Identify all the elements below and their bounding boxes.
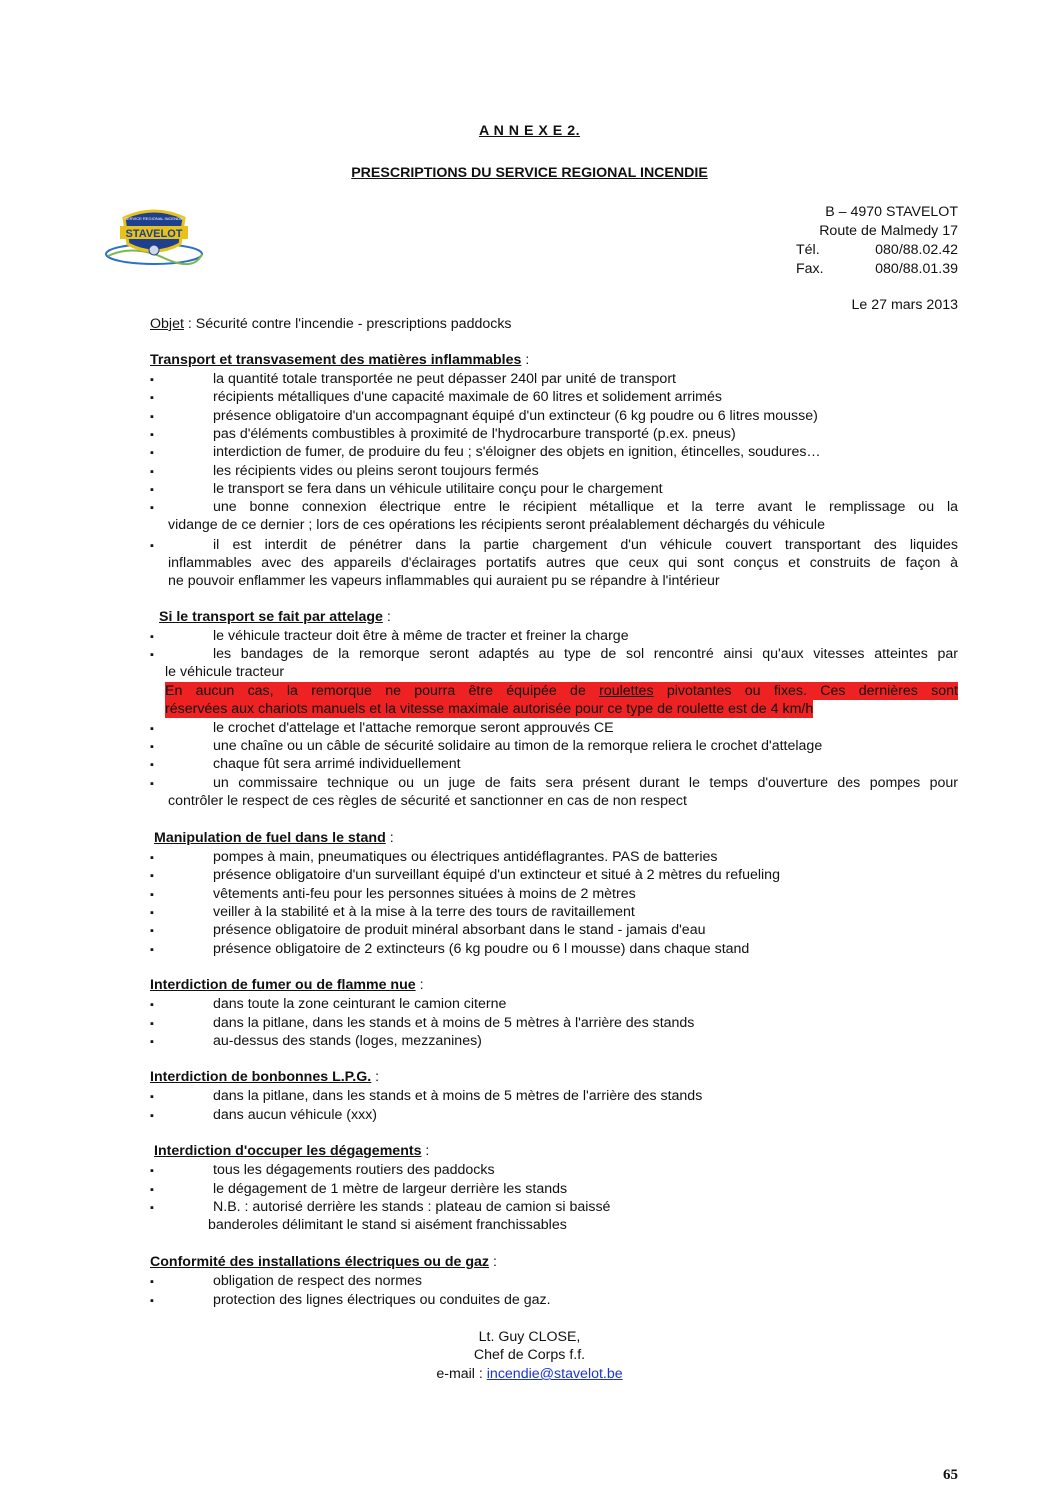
section-attelage-title: Si le transport se fait par attelage xyxy=(159,609,383,625)
bullet: ▪ xyxy=(150,999,154,1011)
bullet: ▪ xyxy=(150,483,154,496)
bullet: ▪ xyxy=(150,925,154,938)
bullet: ▪ xyxy=(150,1017,154,1030)
bullet: ▪ xyxy=(150,1109,154,1122)
transport-item-6: les récipients vides ou pleins seront toujours fermés xyxy=(213,462,539,479)
section-fumer-title: Interdiction de fumer ou de flamme nue xyxy=(150,977,416,993)
transport-item-3: présence obligatoire d'un accompagnant équipé d'un extincteur (6 kg poudre ou 6 litres mousse) xyxy=(213,407,818,424)
objet-line xyxy=(150,315,512,333)
bullet: ▪ xyxy=(150,410,154,423)
section-attelage-heading xyxy=(159,608,391,626)
bullet: ▪ xyxy=(150,870,154,883)
transport-item-9-line2: inflammables avec des appareils d'éclairages portatifs autres que ceux qui sont conçus et construits de façon à xyxy=(168,555,958,571)
signature-role: Chef de Corps f.f. xyxy=(473,1347,586,1363)
colon: : xyxy=(385,830,394,846)
degagements-item-2: le dégagement de 1 mètre de largeur derrière les stands xyxy=(213,1180,568,1197)
bullet: ▪ xyxy=(150,1202,154,1214)
bullet: ▪ xyxy=(150,778,154,790)
fumer-item-1: dans toute la zone ceinturant le camion citerne xyxy=(213,996,507,1012)
lpg-item-2: dans aucun véhicule (xxx) xyxy=(213,1106,378,1123)
transport-item-9-line3: ne pouvoir enflammer les vapeurs inflammables qui auraient pu se répandre à l'intérieur xyxy=(168,573,720,589)
transport-item-8-first: une bonne connexion électrique entre le récipient métallique et la terre avant le remplissage ou la xyxy=(213,499,958,515)
bullet: ▪ xyxy=(150,943,154,956)
contact-street: Route de Malmedy 17 xyxy=(819,223,958,239)
attelage-item-6-rest: contrôler le respect de ces règles de sécurité et sanctionner en cas de non respect xyxy=(168,793,687,809)
section-fumer-heading xyxy=(150,976,424,994)
fuel-item-3: vêtements anti-feu pour les personnes situées à moins de 2 mètres xyxy=(213,885,636,902)
bullet: ▪ xyxy=(150,759,154,771)
attelage-item-1: le véhicule tracteur doit être à même de tracter et freiner la charge xyxy=(213,628,629,644)
fax-label: Fax. xyxy=(796,261,824,277)
page-subtitle: PRESCRIPTIONS DU SERVICE REGIONAL INCENDIE xyxy=(351,165,708,181)
objet-label: Objet xyxy=(150,316,184,332)
fax-number: 080/88.01.39 xyxy=(875,261,958,277)
colon: : xyxy=(521,352,530,368)
colon: : xyxy=(382,609,391,625)
warning-text: pivotantes ou fixes. Ces dernières sont xyxy=(653,683,958,699)
attelage-item-5: chaque fût sera arrimé individuellement xyxy=(213,756,461,772)
signature-email-line xyxy=(0,1365,1059,1383)
section-transport-title: Transport et transvasement des matières inflammables xyxy=(150,352,522,368)
bullet: ▪ xyxy=(150,1036,154,1048)
fumer-item-2: dans la pitlane, dans les stands et à moins de 5 mètres à l'arrière des stands xyxy=(213,1014,695,1031)
bullet: ▪ xyxy=(150,888,154,901)
svg-text:SERVICE REGIONAL INCENDIE: SERVICE REGIONAL INCENDIE xyxy=(124,216,184,221)
fuel-item-4: veiller à la stabilité et à la mise à la terre des tours de ravitaillement xyxy=(213,903,635,920)
section-transport-heading xyxy=(150,351,529,369)
degagements-item-3: N.B. : autorisé derrière les stands : plateau de camion si baissé xyxy=(213,1199,611,1215)
contact-city: B – 4970 STAVELOT xyxy=(825,204,958,220)
fuel-item-2: présence obligatoire d'un surveillant équipé d'un extincteur et situé à 2 mètres du refueling xyxy=(213,867,780,884)
colon: : xyxy=(421,1143,430,1159)
conformite-item-1: obligation de respect des normes xyxy=(213,1273,422,1289)
bullet: ▪ xyxy=(150,723,154,735)
warning-text: En aucun cas, la remorque ne pourra être équipée de xyxy=(165,683,600,699)
bullet: ▪ xyxy=(150,852,154,864)
svg-text:STAVELOT: STAVELOT xyxy=(125,228,183,240)
attelage-item-2-rest: le véhicule tracteur xyxy=(165,664,285,680)
section-conformite-heading xyxy=(150,1253,497,1271)
bullet: ▪ xyxy=(150,906,154,919)
bullet: ▪ xyxy=(150,1276,154,1288)
transport-item-5: interdiction de fumer, de produire du feu ; s'éloigner des objets en ignition, étincelles, soudures… xyxy=(213,444,821,461)
degagements-continuation: banderoles délimitant le stand si aisément franchissables xyxy=(208,1217,567,1233)
transport-item-1: la quantité totale transportée ne peut dépasser 240l par unité de transport xyxy=(213,371,676,387)
colon: : xyxy=(371,1069,380,1085)
bullet: ▪ xyxy=(150,374,154,386)
fuel-item-1: pompes à main, pneumatiques ou électriques antidéflagrantes. PAS de batteries xyxy=(213,849,718,865)
transport-item-7: le transport se fera dans un véhicule utilitaire conçu pour le chargement xyxy=(213,480,663,497)
transport-item-9-first: il est interdit de pénétrer dans la partie chargement d'un véhicule couvert transportant des liquides xyxy=(213,537,958,553)
bullet: ▪ xyxy=(150,1091,154,1103)
bullet: ▪ xyxy=(150,649,154,661)
fuel-item-5: présence obligatoire de produit minéral absorbant dans le stand - jamais d'eau xyxy=(213,922,706,939)
warning-line-2: réservées aux chariots manuels et la vitesse maximale autorisée pour ce type de roulette est de 4 km/h xyxy=(165,701,814,717)
section-degagements-title: Interdiction d'occuper les dégagements xyxy=(154,1143,422,1159)
section-fuel-title: Manipulation de fuel dans le stand xyxy=(154,830,386,846)
section-lpg-title: Interdiction de bonbonnes L.P.G. xyxy=(150,1069,372,1085)
tel-number: 080/88.02.42 xyxy=(875,242,958,258)
email-label: e-mail : xyxy=(436,1366,487,1382)
attelage-item-2-first: les bandages de la remorque seront adaptés au type de sol rencontré ainsi qu'aux vitesses atteintes par xyxy=(213,646,958,662)
tel-label: Tél. xyxy=(796,242,820,258)
signature-name: Lt. Guy CLOSE, xyxy=(478,1329,581,1345)
section-lpg-heading xyxy=(150,1068,379,1086)
bullet: ▪ xyxy=(150,540,154,552)
bullet: ▪ xyxy=(150,1165,154,1177)
email-link[interactable]: incendie@stavelot.be xyxy=(486,1366,623,1382)
attelage-item-3: le crochet d'attelage et l'attache remorque seront approuvés CE xyxy=(213,720,614,736)
degagements-item-1: tous les dégagements routiers des paddocks xyxy=(213,1162,495,1178)
page-number: 65 xyxy=(943,1467,958,1483)
fuel-item-6: présence obligatoire de 2 extincteurs (6 kg poudre ou 6 l mousse) dans chaque stand xyxy=(213,940,750,957)
section-fuel-heading xyxy=(154,829,394,847)
warning-line-1 xyxy=(165,682,958,700)
attelage-item-6-first: un commissaire technique ou un juge de faits sera présent durant le temps d'ouverture des pompes pour xyxy=(213,775,958,791)
lpg-item-1: dans la pitlane, dans les stands et à moins de 5 mètres de l'arrière des stands xyxy=(213,1088,703,1104)
objet-text: : Sécurité contre l'incendie - prescriptions paddocks xyxy=(183,316,512,332)
bullet: ▪ xyxy=(150,1183,154,1196)
bullet: ▪ xyxy=(150,1294,154,1307)
fumer-item-3: au-dessus des stands (loges, mezzanines) xyxy=(213,1033,482,1049)
bullet: ▪ xyxy=(150,465,154,478)
colon: : xyxy=(489,1254,497,1270)
annexe-title: A N N E X E 2. xyxy=(478,123,581,139)
stavelot-logo xyxy=(104,204,204,268)
section-degagements-heading xyxy=(154,1142,429,1160)
colon: : xyxy=(415,977,424,993)
conformite-item-2: protection des lignes électriques ou conduites de gaz. xyxy=(213,1291,551,1308)
bullet: ▪ xyxy=(150,428,154,441)
bullet: ▪ xyxy=(150,447,154,460)
bullet: ▪ xyxy=(150,741,154,753)
transport-item-2: récipients métalliques d'une capacité maximale de 60 litres et solidement arrimés xyxy=(213,389,722,406)
section-conformite-title: Conformité des installations électriques ou de gaz xyxy=(150,1254,489,1270)
bullet: ▪ xyxy=(150,631,154,643)
document-date: Le 27 mars 2013 xyxy=(851,297,958,313)
bullet: ▪ xyxy=(150,502,154,514)
attelage-item-4: une chaîne ou un câble de sécurité solidaire au timon de la remorque reliera le crochet d'attelage xyxy=(213,738,823,754)
bullet: ▪ xyxy=(150,392,154,405)
transport-item-8-rest: vidange de ce dernier ; lors de ces opérations les récipients seront préalablement déchargés du véhicule xyxy=(168,517,825,533)
warning-roulettes: roulettes xyxy=(599,683,654,699)
transport-item-4: pas d'éléments combustibles à proximité de l'hydrocarbure transporté (p.ex. pneus) xyxy=(213,425,736,442)
